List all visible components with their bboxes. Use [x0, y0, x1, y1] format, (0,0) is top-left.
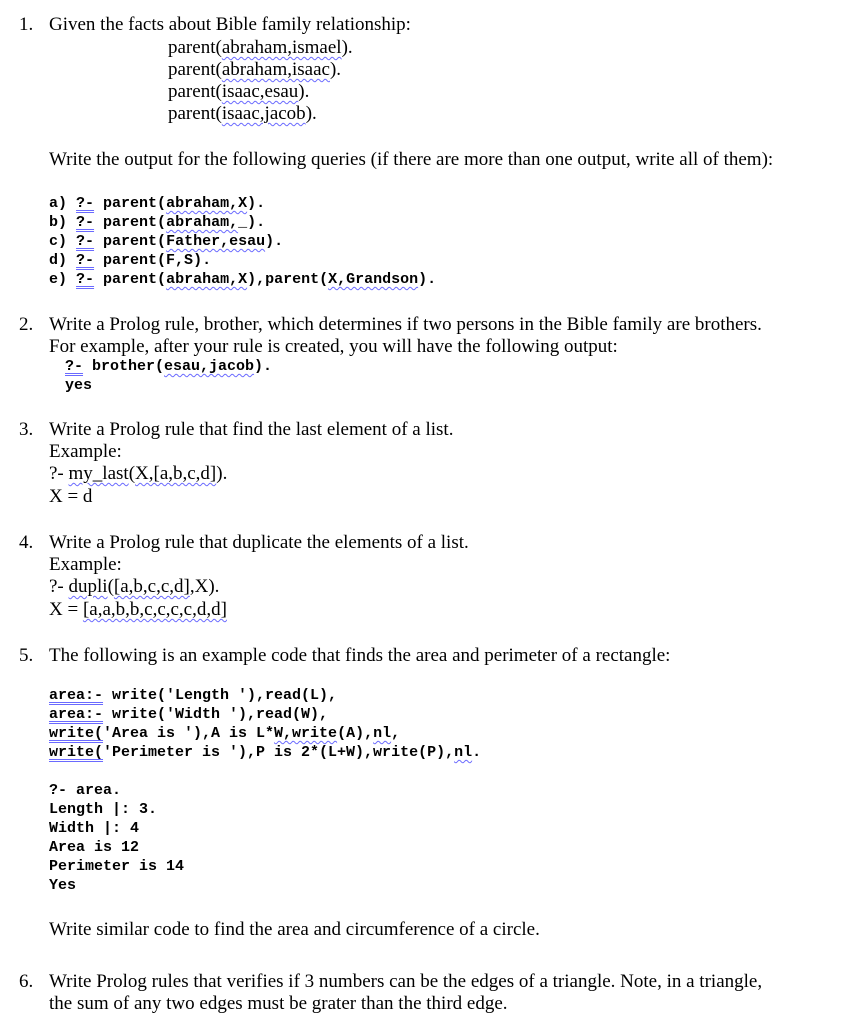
q1-number: 1. [19, 14, 34, 35]
output-line: Yes [49, 877, 77, 894]
q3-query: ?- my_last(X,[a,b,c,d]). [49, 463, 228, 484]
output-line: Width |: 4 [49, 820, 140, 837]
code-line: area:- write('Width '),read(W), [49, 706, 329, 723]
code-line: write('Area is '),A is L*W,write(A),nl, [49, 725, 401, 742]
code-line: write('Perimeter is '),P is 2*(L+W),write(P),nl. [49, 744, 482, 761]
q6-number: 6. [19, 971, 34, 992]
q4-text: Write a Prolog rule that duplicate the elements of a list. [49, 532, 469, 553]
q3-text: Write a Prolog rule that find the last element of a list. [49, 419, 454, 440]
q1-fact-4: parent(isaac,jacob). [168, 103, 317, 124]
q1-query-d: d) ?- parent(F,S). [49, 252, 212, 269]
q1-fact-3: parent(isaac,esau). [168, 81, 310, 102]
q1-query-c: c) ?- parent(Father,esau). [49, 233, 284, 250]
q5-task: Write similar code to find the area and circumference of a circle. [49, 919, 540, 940]
q3-example-label: Example: [49, 441, 122, 462]
q4-query: ?- dupli([a,b,c,c,d],X). [49, 576, 220, 597]
q1-fact-1: parent(abraham,ismael). [168, 37, 353, 58]
q2-query: ?- brother(esau,jacob). [65, 358, 273, 375]
q1-query-e: e) ?- parent(abraham,X),parent(X,Grandson). [49, 271, 437, 288]
q1-query-b: b) ?- parent(abraham,_). [49, 214, 266, 231]
q4-number: 4. [19, 532, 34, 553]
q3-result: X = d [49, 486, 93, 507]
output-line: ?- area. [49, 782, 122, 799]
q1-query-a: a) ?- parent(abraham,X). [49, 195, 266, 212]
q2-number: 2. [19, 314, 34, 335]
q3-number: 3. [19, 419, 34, 440]
output-line: Length |: 3. [49, 801, 158, 818]
q4-example-label: Example: [49, 554, 122, 575]
q5-text: The following is an example code that finds the area and perimeter of a rectangle: [49, 645, 671, 666]
q2-text: Write a Prolog rule, brother, which determines if two persons in the Bible family are brothers. For example, after your rule is created, you will have the following output: [49, 314, 762, 357]
output-line: Perimeter is 14 [49, 858, 185, 875]
q5-number: 5. [19, 645, 34, 666]
q1-intro: Given the facts about Bible family relationship: [49, 14, 411, 35]
q6-text: Write Prolog rules that verifies if 3 numbers can be the edges of a triangle. Note, in a triangle, the sum of any two edges must be grater than the third edge. [49, 971, 763, 1014]
q2-answer: yes [65, 377, 93, 394]
code-line: area:- write('Length '),read(L), [49, 687, 338, 704]
q4-result: X = [a,a,b,b,c,c,c,c,d,d] [49, 599, 227, 620]
q1-fact-2: parent(abraham,isaac). [168, 59, 342, 80]
output-line: Area is 12 [49, 839, 140, 856]
q1-instruction: Write the output for the following queries (if there are more than one output, write all of them): [49, 149, 774, 170]
